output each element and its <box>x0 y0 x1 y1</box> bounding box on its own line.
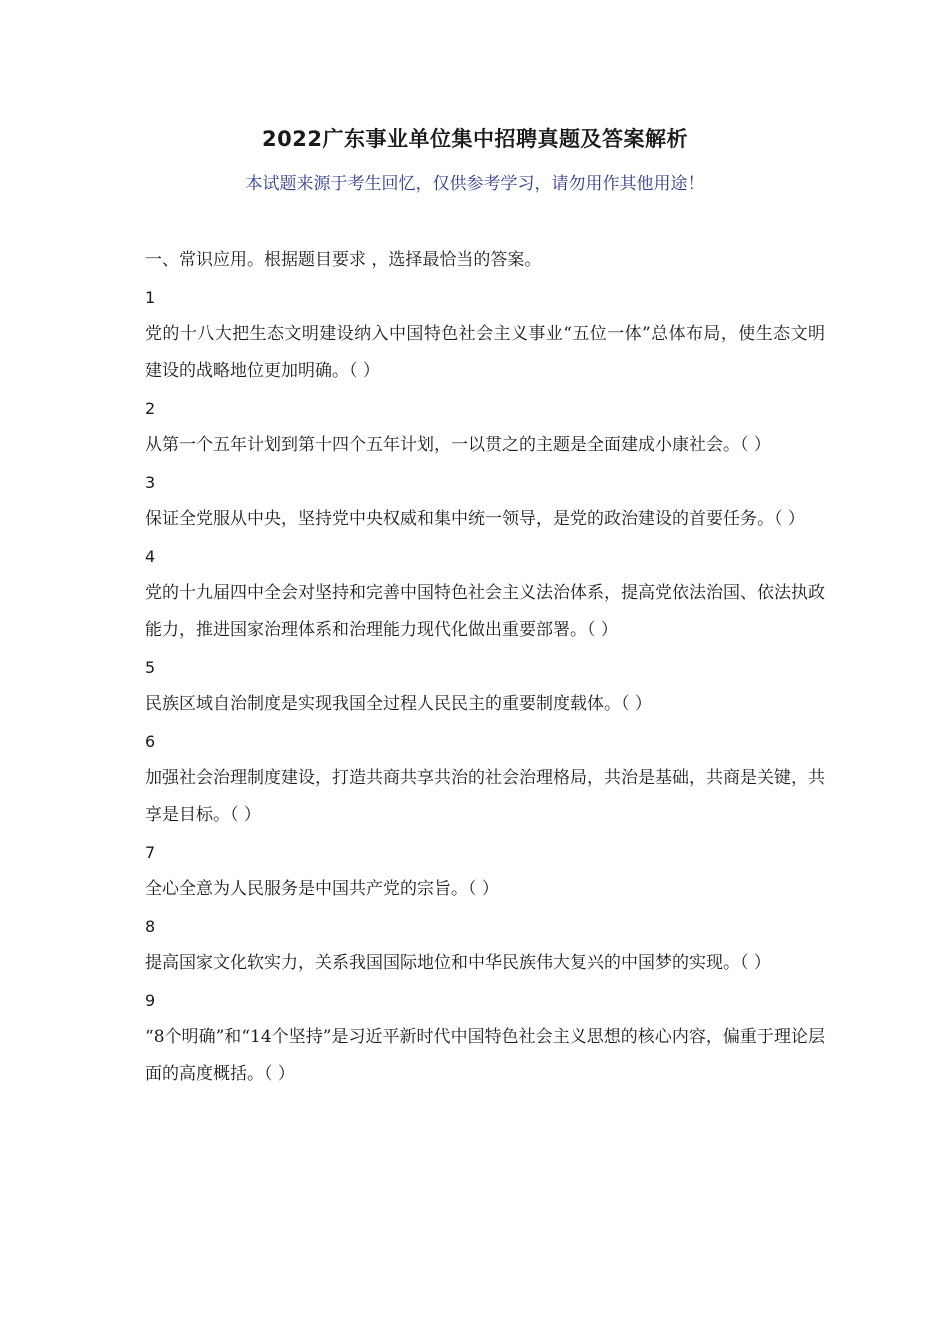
section-heading: 一、常识应用。根据题目要求 ，选择最恰当的答案。 <box>145 250 542 270</box>
question-number-2: 2 <box>145 399 156 418</box>
question-number-9: 9 <box>145 991 156 1010</box>
question-list <box>145 242 825 1093</box>
question-text-6: 加强社会治理制度建设，打造共商共享共治的社会治理格局，共治是基础，共商是关键，共享是目标。（ ） <box>145 768 825 825</box>
question-text-1: 党的十八大把生态文明建设纳入中国特色社会主义事业“五位一体”总体布局，使生态文明建设的战略地位更加明确。（ ） <box>145 324 825 381</box>
question-number-5: 5 <box>145 658 156 677</box>
question-text-4: 党的十九届四中全会对坚持和完善中国特色社会主义法治体系，提高党依法治国、依法执政能力，推进国家治理体系和治理能力现代化做出重要部署。（ ） <box>145 583 825 640</box>
question-number-7: 7 <box>145 843 156 862</box>
document-title: 2022广东事业单位集中招聘真题及答案解析 <box>262 127 688 151</box>
question-number-4: 4 <box>145 547 156 566</box>
question-number-3: 3 <box>145 473 156 492</box>
question-text-9: “8个明确”和“14个坚持”是习近平新时代中国特色社会主义思想的核心内容，偏重于理论层面的高度概括。（ ） <box>145 1027 825 1084</box>
question-text-5: 民族区域自治制度是实现我国全过程人民民主的重要制度载体。（ ） <box>145 694 652 714</box>
question-text-2: 从第一个五年计划到第十四个五年计划，一以贯之的主题是全面建成小康社会。（ ） <box>145 435 771 455</box>
question-text-7: 全心全意为人民服务是中国共产党的宗旨。（ ） <box>145 879 499 899</box>
question-text-8: 提高国家文化软实力，关系我国国际地位和中华民族伟大复兴的中国梦的实现。（ ） <box>145 953 771 973</box>
question-number-6: 6 <box>145 732 156 751</box>
question-number-1: 1 <box>145 288 156 307</box>
question-number-8: 8 <box>145 917 156 936</box>
document-subtitle: 本试题来源于考生回忆，仅供参考学习，请勿用作其他用途！ <box>245 174 705 194</box>
question-text-3: 保证全党服从中央，坚持党中央权威和集中统一领导，是党的政治建设的首要任务。（ ） <box>145 509 805 529</box>
